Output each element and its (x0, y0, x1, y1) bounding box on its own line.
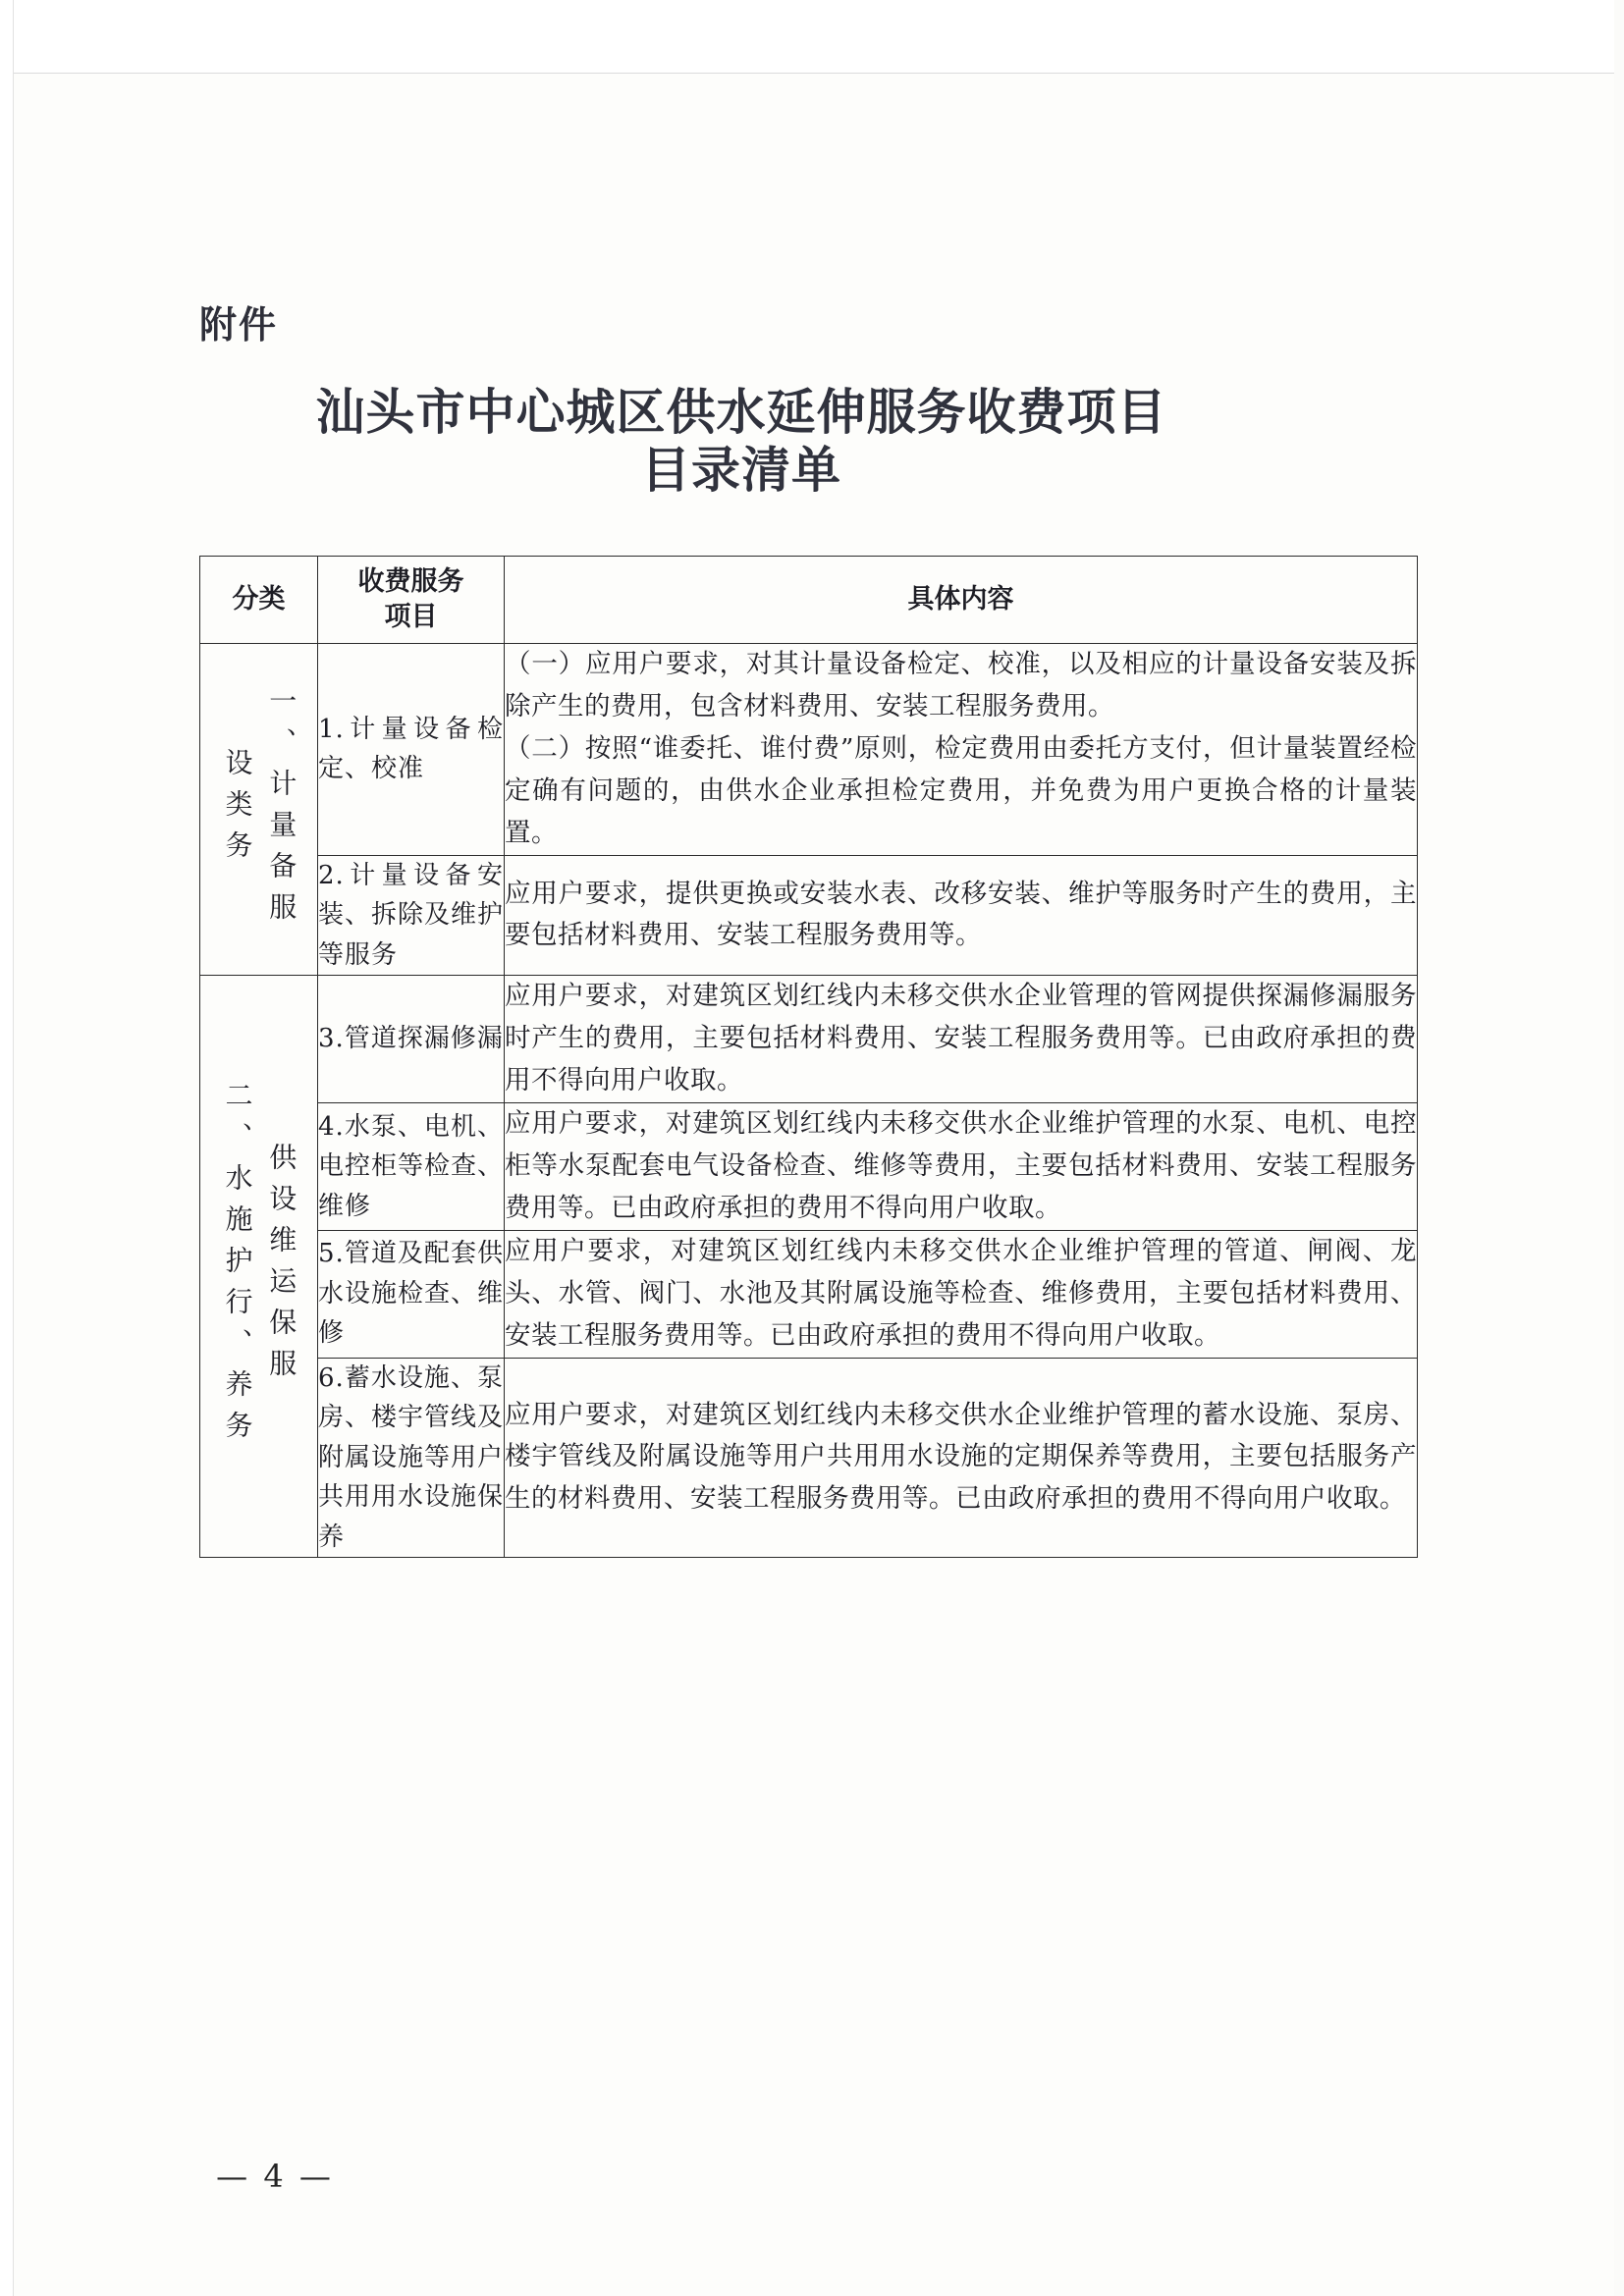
header-service-item-line-2: 项目 (384, 602, 438, 632)
service-item-2: 2.计量设备安装、拆除及维护等服务 (318, 855, 505, 976)
detail-2-paragraph-1: 应用户要求，提供更换或安装水表、改移安装、维护等服务时产生的费用，主要包括材料费用、安装工程服务费用等。 (505, 878, 1417, 951)
table-row (200, 644, 1418, 856)
page-number: — 4 — (216, 2158, 334, 2195)
detail-1-paragraph-1: （一）应用户要求，对其计量设备检定、校准，以及相应的计量设备安装及拆除产生的费用，包含材料费用、安装工程服务费用。 (505, 649, 1417, 721)
category-cell-1 (200, 644, 318, 976)
page-title (187, 383, 1296, 499)
category-2-column-left: 二、水施护行、养务 (221, 1081, 254, 1453)
detail-1-paragraph-2: （二）按照“谁委托、谁付费”原则，检定费用由委托方支付，但计量装置经检定确有问题的，由供水企业承担检定费用，并免费为用户更换合格的计量装置。 (505, 732, 1417, 848)
header-service-item (318, 557, 505, 644)
service-item-6: 6.蓄水设施、泵房、楼宇管线及附属设施等用户共用用水设施保养 (318, 1358, 505, 1558)
service-item-3: 3.管道探漏修漏 (318, 976, 505, 1103)
service-item-1: 1.计量设备检定、校准 (318, 644, 505, 856)
detail-5-paragraph-1: 应用户要求，对建筑区划红线内未移交供水企业维护管理的管道、闸阀、龙头、水管、阀门、水池及其附属设施等检查、维修费用，主要包括材料费用、安装工程服务费用等。已由政府承担的费用不得向用户收取。 (505, 1235, 1417, 1351)
scan-top-edge (0, 0, 1624, 74)
category-2-column-right: 供设维运保服 (265, 1143, 298, 1391)
category-1-column-right: 一、计量备服 (265, 685, 298, 934)
detail-1 (505, 644, 1418, 856)
table-row (200, 1230, 1418, 1358)
service-item-5: 5.管道及配套供水设施检查、维修 (318, 1230, 505, 1358)
category-1-column-left: 设类务 (221, 747, 254, 872)
scan-right-edge (1614, 0, 1624, 2296)
detail-2 (505, 855, 1418, 976)
attachment-label: 附件 (199, 303, 279, 347)
detail-3 (505, 976, 1418, 1103)
detail-6-paragraph-1: 应用户要求，对建筑区划红线内未移交供水企业维护管理的蓄水设施、泵房、楼宇管线及附属设施等用户共用用水设施的定期保养等费用，主要包括服务产生的材料费用、安装工程服务费用等。已由政府承担的费用不得向用户收取。 (505, 1399, 1417, 1515)
header-category: 分类 (200, 557, 318, 644)
scan-left-edge (0, 0, 14, 2296)
category-vertical-text-2 (200, 1067, 317, 1466)
detail-5 (505, 1230, 1418, 1358)
table-row (200, 1358, 1418, 1558)
table-header-row (200, 557, 1418, 644)
detail-3-paragraph-1: 应用户要求，对建筑区划红线内未移交供水企业管理的管网提供探漏修漏服务时产生的费用，主要包括材料费用、安装工程服务费用等。已由政府承担的费用不得向用户收取。 (505, 981, 1417, 1096)
page-title-line-1: 汕头市中心城区供水延伸服务收费项目 (315, 383, 1167, 441)
fee-items-table (199, 556, 1418, 1558)
page-title-line-2: 目录清单 (641, 441, 841, 499)
table-row (200, 976, 1418, 1103)
header-detail: 具体内容 (505, 557, 1418, 644)
detail-6 (505, 1358, 1418, 1558)
header-service-item-line-1: 收费服务 (357, 565, 464, 597)
service-item-4: 4.水泵、电机、电控柜等检查、维修 (318, 1103, 505, 1231)
table-row (200, 1103, 1418, 1231)
table-row (200, 855, 1418, 976)
detail-4-paragraph-1: 应用户要求，对建筑区划红线内未移交供水企业维护管理的水泵、电机、电控柜等水泵配套电气设备检查、维修等费用，主要包括材料费用、安装工程服务费用等。已由政府承担的费用不得向用户收取。 (505, 1108, 1417, 1223)
category-vertical-text-1 (200, 672, 317, 947)
detail-4 (505, 1103, 1418, 1231)
category-cell-2 (200, 976, 318, 1558)
